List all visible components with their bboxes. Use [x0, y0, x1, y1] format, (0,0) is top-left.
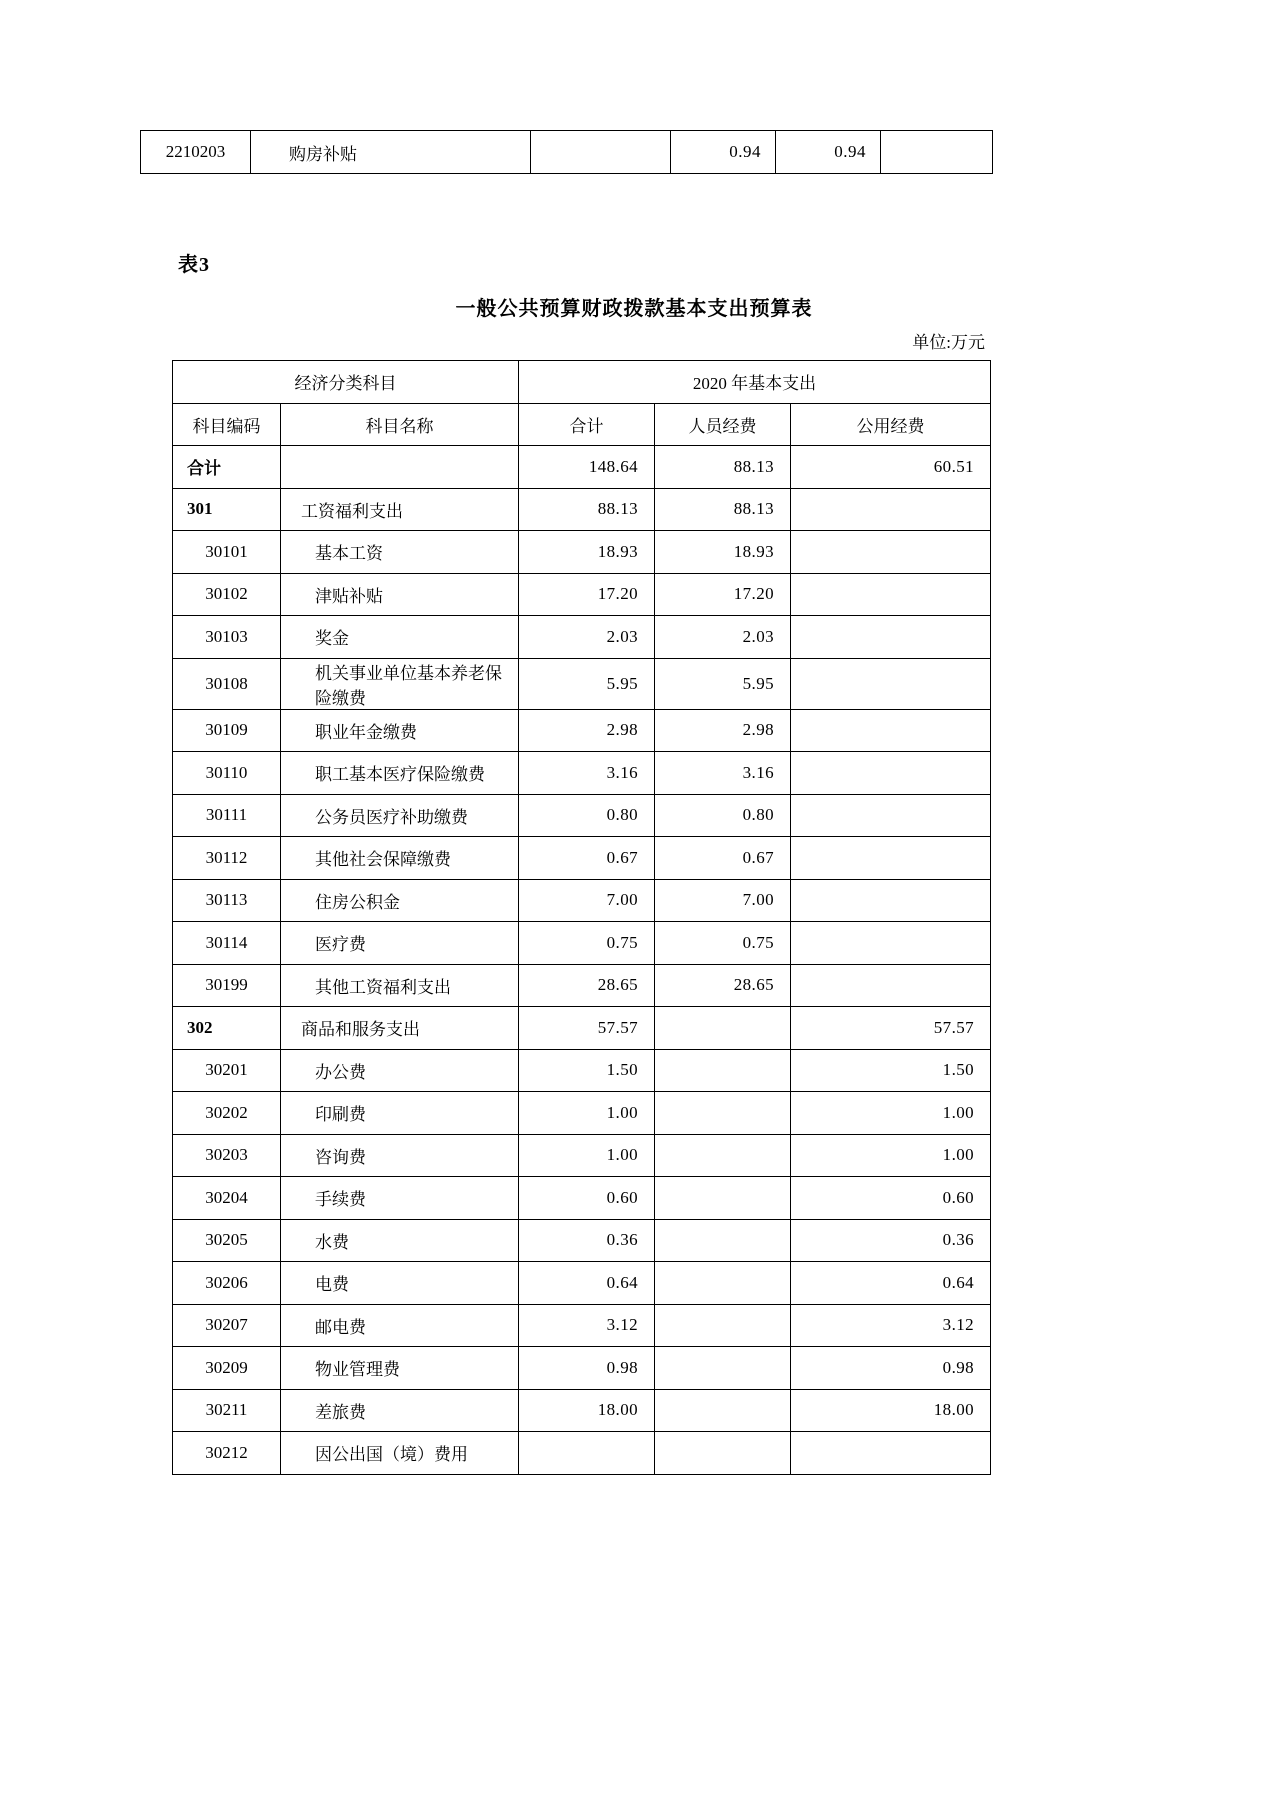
cell-subject-code: 301: [173, 488, 281, 531]
cell-public-expense: 0.60: [791, 1177, 991, 1220]
cell-subject-code: 30199: [173, 964, 281, 1007]
cell-public-expense: [791, 879, 991, 922]
cell-public-expense: 18.00: [791, 1389, 991, 1432]
cell-public-expense: 0.98: [791, 1347, 991, 1390]
cell-personnel-expense: 0.67: [655, 837, 791, 880]
cell-subject-code: 30102: [173, 573, 281, 616]
cell-col5: 0.94: [776, 131, 881, 174]
cell-subject-name: 机关事业单位基本养老保险缴费: [281, 658, 519, 709]
cell-public-expense: [791, 922, 991, 965]
cell-subject-code: 30109: [173, 709, 281, 752]
cell-personnel-expense: [655, 1304, 791, 1347]
cell-personnel-expense: 0.80: [655, 794, 791, 837]
table-row: [173, 1092, 991, 1135]
cell-personnel-expense: [655, 1389, 791, 1432]
cell-subject-name: 基本工资: [281, 531, 519, 574]
cell-total: 148.64: [519, 446, 655, 489]
cell-subject-code: 30202: [173, 1092, 281, 1135]
cell-total: 0.98: [519, 1347, 655, 1390]
table-row: [173, 1432, 991, 1475]
basic-expenditure-table-section: [172, 360, 990, 1475]
cell-subject-name: 因公出国（境）费用: [281, 1432, 519, 1475]
cell-total: 18.00: [519, 1389, 655, 1432]
table-row: [173, 922, 991, 965]
cell-public-expense: [791, 1432, 991, 1475]
cell-total: [519, 1432, 655, 1475]
cell-subject-code: 30108: [173, 658, 281, 709]
table-group-header-row: [173, 361, 991, 404]
cell-total: 0.64: [519, 1262, 655, 1305]
cell-personnel-expense: 5.95: [655, 658, 791, 709]
column-header-total: 合计: [519, 403, 655, 446]
cell-subject-name: 咨询费: [281, 1134, 519, 1177]
cell-total: 88.13: [519, 488, 655, 531]
cell-subject-name: 其他社会保障缴费: [281, 837, 519, 880]
cell-total: 0.80: [519, 794, 655, 837]
cell-personnel-expense: [655, 1347, 791, 1390]
table-row: [173, 794, 991, 837]
cell-total: 7.00: [519, 879, 655, 922]
column-header-name: 科目名称: [281, 403, 519, 446]
column-header-public: 公用经费: [791, 403, 991, 446]
cell-total: 3.12: [519, 1304, 655, 1347]
cell-subject-name: 电费: [281, 1262, 519, 1305]
table-row: [173, 573, 991, 616]
cell-subject-code: 合计: [173, 446, 281, 489]
cell-subject-name: 职业年金缴费: [281, 709, 519, 752]
cell-subject-code: 30111: [173, 794, 281, 837]
cell-public-expense: 0.36: [791, 1219, 991, 1262]
cell-total: 1.50: [519, 1049, 655, 1092]
cell-subject-name: 商品和服务支出: [281, 1007, 519, 1050]
cell-personnel-expense: 2.03: [655, 616, 791, 659]
cell-subject-code: 30206: [173, 1262, 281, 1305]
cell-total: 28.65: [519, 964, 655, 1007]
cell-subject-name: 水费: [281, 1219, 519, 1262]
table-label: 表3: [178, 254, 210, 276]
page-title: 一般公共预算财政拨款基本支出预算表: [455, 298, 813, 320]
cell-personnel-expense: 17.20: [655, 573, 791, 616]
cell-personnel-expense: 7.00: [655, 879, 791, 922]
cell-subject-code: 30212: [173, 1432, 281, 1475]
cell-subject-code: 30209: [173, 1347, 281, 1390]
cell-total: 2.03: [519, 616, 655, 659]
cell-total: 0.36: [519, 1219, 655, 1262]
cell-public-expense: [791, 794, 991, 837]
cell-public-expense: [791, 658, 991, 709]
table-row: [173, 709, 991, 752]
cell-subject-name: 物业管理费: [281, 1347, 519, 1390]
table-row: [173, 1049, 991, 1092]
cell-personnel-expense: [655, 1262, 791, 1305]
cell-subject-code: 302: [173, 1007, 281, 1050]
cell-subject-code: 30205: [173, 1219, 281, 1262]
cell-total: 17.20: [519, 573, 655, 616]
table-row: [173, 531, 991, 574]
cell-personnel-expense: 88.13: [655, 446, 791, 489]
cell-subject-name: 津贴补贴: [281, 573, 519, 616]
cell-subject-name: 印刷费: [281, 1092, 519, 1135]
cell-subject-code: 30114: [173, 922, 281, 965]
cell-col6: [881, 131, 993, 174]
cell-public-expense: [791, 752, 991, 795]
cell-subject-name: 办公费: [281, 1049, 519, 1092]
cell-personnel-expense: 88.13: [655, 488, 791, 531]
cell-total: 0.60: [519, 1177, 655, 1220]
cell-total: 0.67: [519, 837, 655, 880]
cell-subject-name: 差旅费: [281, 1389, 519, 1432]
cell-subject-name: 职工基本医疗保险缴费: [281, 752, 519, 795]
cell-public-expense: [791, 488, 991, 531]
cell-subject-code: 30207: [173, 1304, 281, 1347]
cell-public-expense: 1.00: [791, 1092, 991, 1135]
group-header-year-basic-expenditure: 2020 年基本支出: [519, 361, 991, 404]
table-row: [173, 446, 991, 489]
main-table-body: [173, 361, 991, 1475]
group-header-economic-category: 经济分类科目: [173, 361, 519, 404]
cell-total: 1.00: [519, 1092, 655, 1135]
continued-table-section: [140, 130, 972, 174]
cell-public-expense: [791, 531, 991, 574]
cell-subject-name: 住房公积金: [281, 879, 519, 922]
column-header-code: 科目编码: [173, 403, 281, 446]
table-row: [173, 964, 991, 1007]
cell-subject-name: 医疗费: [281, 922, 519, 965]
table-row: [173, 1007, 991, 1050]
cell-personnel-expense: [655, 1134, 791, 1177]
cell-public-expense: 60.51: [791, 446, 991, 489]
cell-name: 购房补贴: [251, 131, 531, 174]
cell-public-expense: 3.12: [791, 1304, 991, 1347]
table-row: [173, 658, 991, 709]
cell-subject-code: 30203: [173, 1134, 281, 1177]
table-row: [173, 1262, 991, 1305]
cell-personnel-expense: [655, 1007, 791, 1050]
column-header-personnel: 人员经费: [655, 403, 791, 446]
cell-col3: [531, 131, 671, 174]
cell-subject-name: [281, 446, 519, 489]
cell-personnel-expense: [655, 1092, 791, 1135]
cell-subject-name: 奖金: [281, 616, 519, 659]
table-header-row: [173, 403, 991, 446]
unit-note: 单位:万元: [912, 333, 985, 352]
cell-subject-code: 30201: [173, 1049, 281, 1092]
cell-public-expense: 0.64: [791, 1262, 991, 1305]
cell-total: 1.00: [519, 1134, 655, 1177]
cell-subject-code: 30211: [173, 1389, 281, 1432]
table-row: [173, 1134, 991, 1177]
continued-budget-table: [140, 130, 993, 174]
table-row: [173, 1219, 991, 1262]
cell-subject-code: 30204: [173, 1177, 281, 1220]
cell-subject-code: 30103: [173, 616, 281, 659]
table-row: [173, 879, 991, 922]
cell-total: 2.98: [519, 709, 655, 752]
cell-public-expense: 1.00: [791, 1134, 991, 1177]
table-row: [173, 1304, 991, 1347]
cell-total: 0.75: [519, 922, 655, 965]
cell-subject-name: 手续费: [281, 1177, 519, 1220]
cell-public-expense: [791, 573, 991, 616]
table-row: [173, 837, 991, 880]
cell-public-expense: [791, 964, 991, 1007]
cell-personnel-expense: 28.65: [655, 964, 791, 1007]
cell-subject-code: 30112: [173, 837, 281, 880]
cell-subject-code: 30113: [173, 879, 281, 922]
cell-personnel-expense: [655, 1432, 791, 1475]
cell-personnel-expense: [655, 1049, 791, 1092]
cell-subject-name: 邮电费: [281, 1304, 519, 1347]
cell-total: 3.16: [519, 752, 655, 795]
continued-table-body: [141, 131, 993, 174]
cell-total: 57.57: [519, 1007, 655, 1050]
cell-personnel-expense: [655, 1219, 791, 1262]
table-row: [173, 616, 991, 659]
table-row: [141, 131, 993, 174]
cell-subject-name: 其他工资福利支出: [281, 964, 519, 1007]
cell-total: 5.95: [519, 658, 655, 709]
cell-public-expense: [791, 709, 991, 752]
cell-public-expense: [791, 837, 991, 880]
table-row: [173, 1389, 991, 1432]
table-row: [173, 1177, 991, 1220]
cell-personnel-expense: 3.16: [655, 752, 791, 795]
cell-col4: 0.94: [671, 131, 776, 174]
cell-subject-code: 30110: [173, 752, 281, 795]
cell-personnel-expense: 0.75: [655, 922, 791, 965]
cell-public-expense: [791, 616, 991, 659]
cell-total: 18.93: [519, 531, 655, 574]
table-row: [173, 1347, 991, 1390]
table-row: [173, 752, 991, 795]
cell-subject-name: 工资福利支出: [281, 488, 519, 531]
cell-subject-code: 30101: [173, 531, 281, 574]
cell-code: 2210203: [141, 131, 251, 174]
cell-subject-name: 公务员医疗补助缴费: [281, 794, 519, 837]
cell-public-expense: 1.50: [791, 1049, 991, 1092]
basic-expenditure-table: [172, 360, 991, 1475]
cell-personnel-expense: 18.93: [655, 531, 791, 574]
table-row: [173, 488, 991, 531]
cell-personnel-expense: [655, 1177, 791, 1220]
cell-personnel-expense: 2.98: [655, 709, 791, 752]
cell-public-expense: 57.57: [791, 1007, 991, 1050]
